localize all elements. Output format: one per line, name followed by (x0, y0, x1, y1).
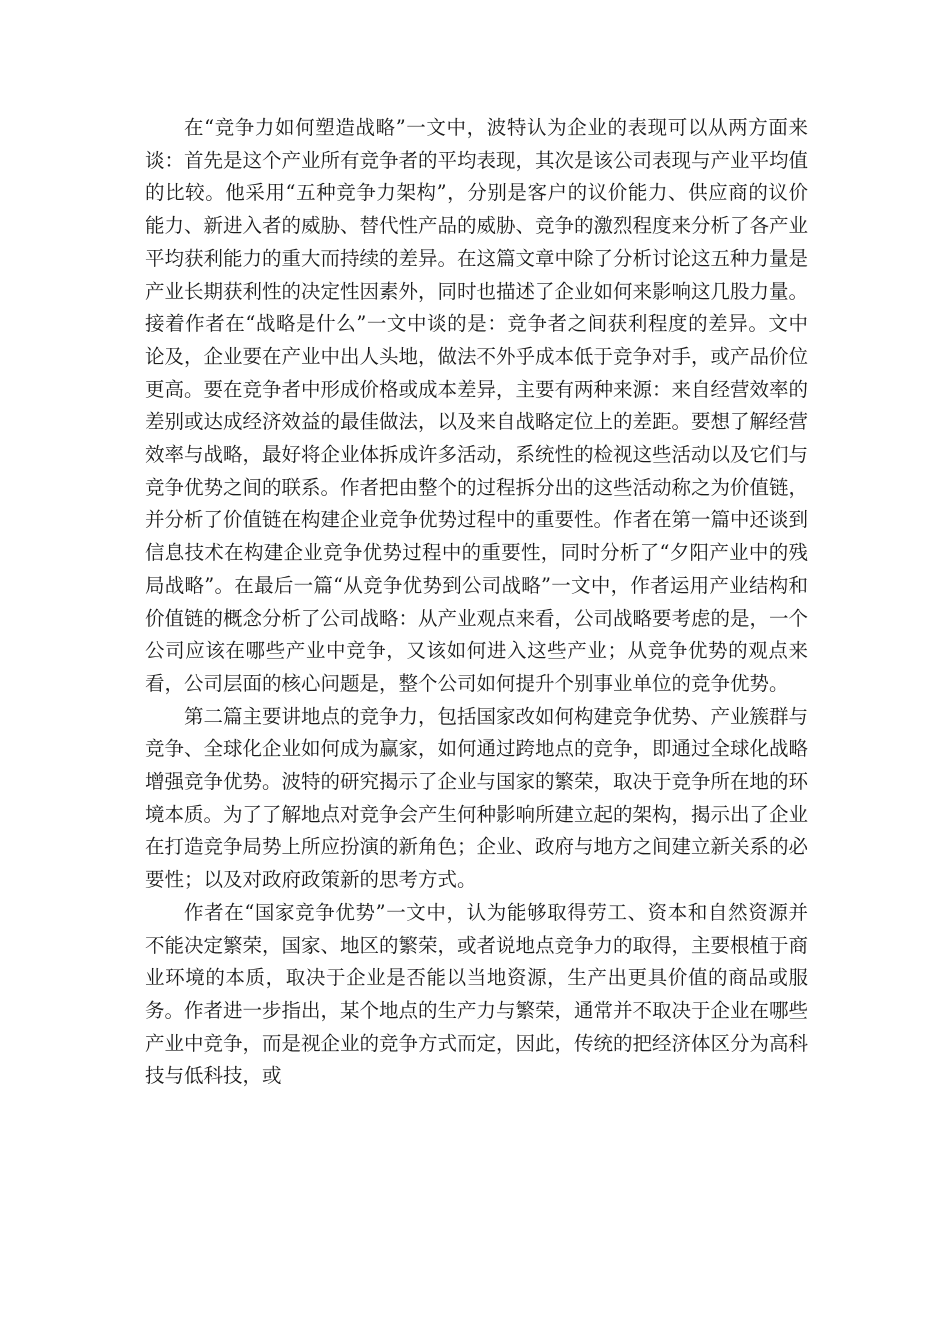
paragraph-3: 作者在“国家竞争优势”一文中，认为能够取得劳工、资本和自然资源并不能决定繁荣，国家、地区的繁荣，或者说地点竞争力的取得，主要根植于商业环境的本质，取决于企业是否能以当地资源，生产出更具价值的商品或服务。作者进一步指出，某个地点的生产力与繁荣，通常并不取决于企业在哪些产业中竞争，而是视企业的竞争方式而定，因此，传统的把经济体区分为高科技与低科技，或 (145, 900, 809, 1088)
paragraph-2: 第二篇主要讲地点的竞争力，包括国家改如何构建竞争优势、产业簇群与竞争、全球化企业如何成为赢家，如何通过跨地点的竞争，即通过全球化战略增强竞争优势。波特的研究揭示了企业与国家的繁荣，取决于竞争所在地的环境本质。为了了解地点对竞争会产生何种影响所建立起的架构，揭示出了企业在打造竞争局势上所应扮演的新角色；企业、政府与地方之间建立新关系的必要性；以及对政府政策新的思考方式。 (145, 704, 809, 892)
paragraph-1: 在“竞争力如何塑造战略”一文中，波特认为企业的表现可以从两方面来谈：首先是这个产业所有竞争者的平均表现，其次是该公司表现与产业平均值的比较。他采用“五种竞争力架构”，分别是客户的议价能力、供应商的议价能力、新进入者的威胁、替代性产品的威胁、竞争的激烈程度来分析了各产业平均获利能力的重大而持续的差异。在这篇文章中除了分析讨论这五种力量是产业长期获利性的决定性因素外，同时也描述了企业如何来影响这几股力量。接着作者在“战略是什么”一文中谈的是：竞争者之间获利程度的差异。文中论及，企业要在产业中出人头地，做法不外乎成本低于竞争对手，或产品价位更高。要在竞争者中形成价格或成本差异，主要有两种来源：来自经营效率的差别或达成经济效益的最佳做法，以及来自战略定位上的差距。要想了解经营效率与战略，最好将企业体拆成许多活动，系统性的检视这些活动以及它们与竞争优势之间的联系。作者把由整个的过程拆分出的这些活动称之为价值链，并分析了价值链在构建企业竞争优势过程中的重要性。作者在第一篇中还谈到信息技术在构建企业竞争优势过程中的重要性，同时分析了“夕阳产业中的残局战略”。在最后一篇“从竞争优势到公司战略”一文中，作者运用产业结构和价值链的概念分析了公司战略：从产业观点来看，公司战略要考虑的是，一个公司应该在哪些产业中竞争，又该如何进入这些产业；从竞争优势的观点来看，公司层面的核心问题是，整个公司如何提升个别事业单位的竞争优势。 (145, 116, 809, 695)
body-text (145, 112, 808, 1093)
